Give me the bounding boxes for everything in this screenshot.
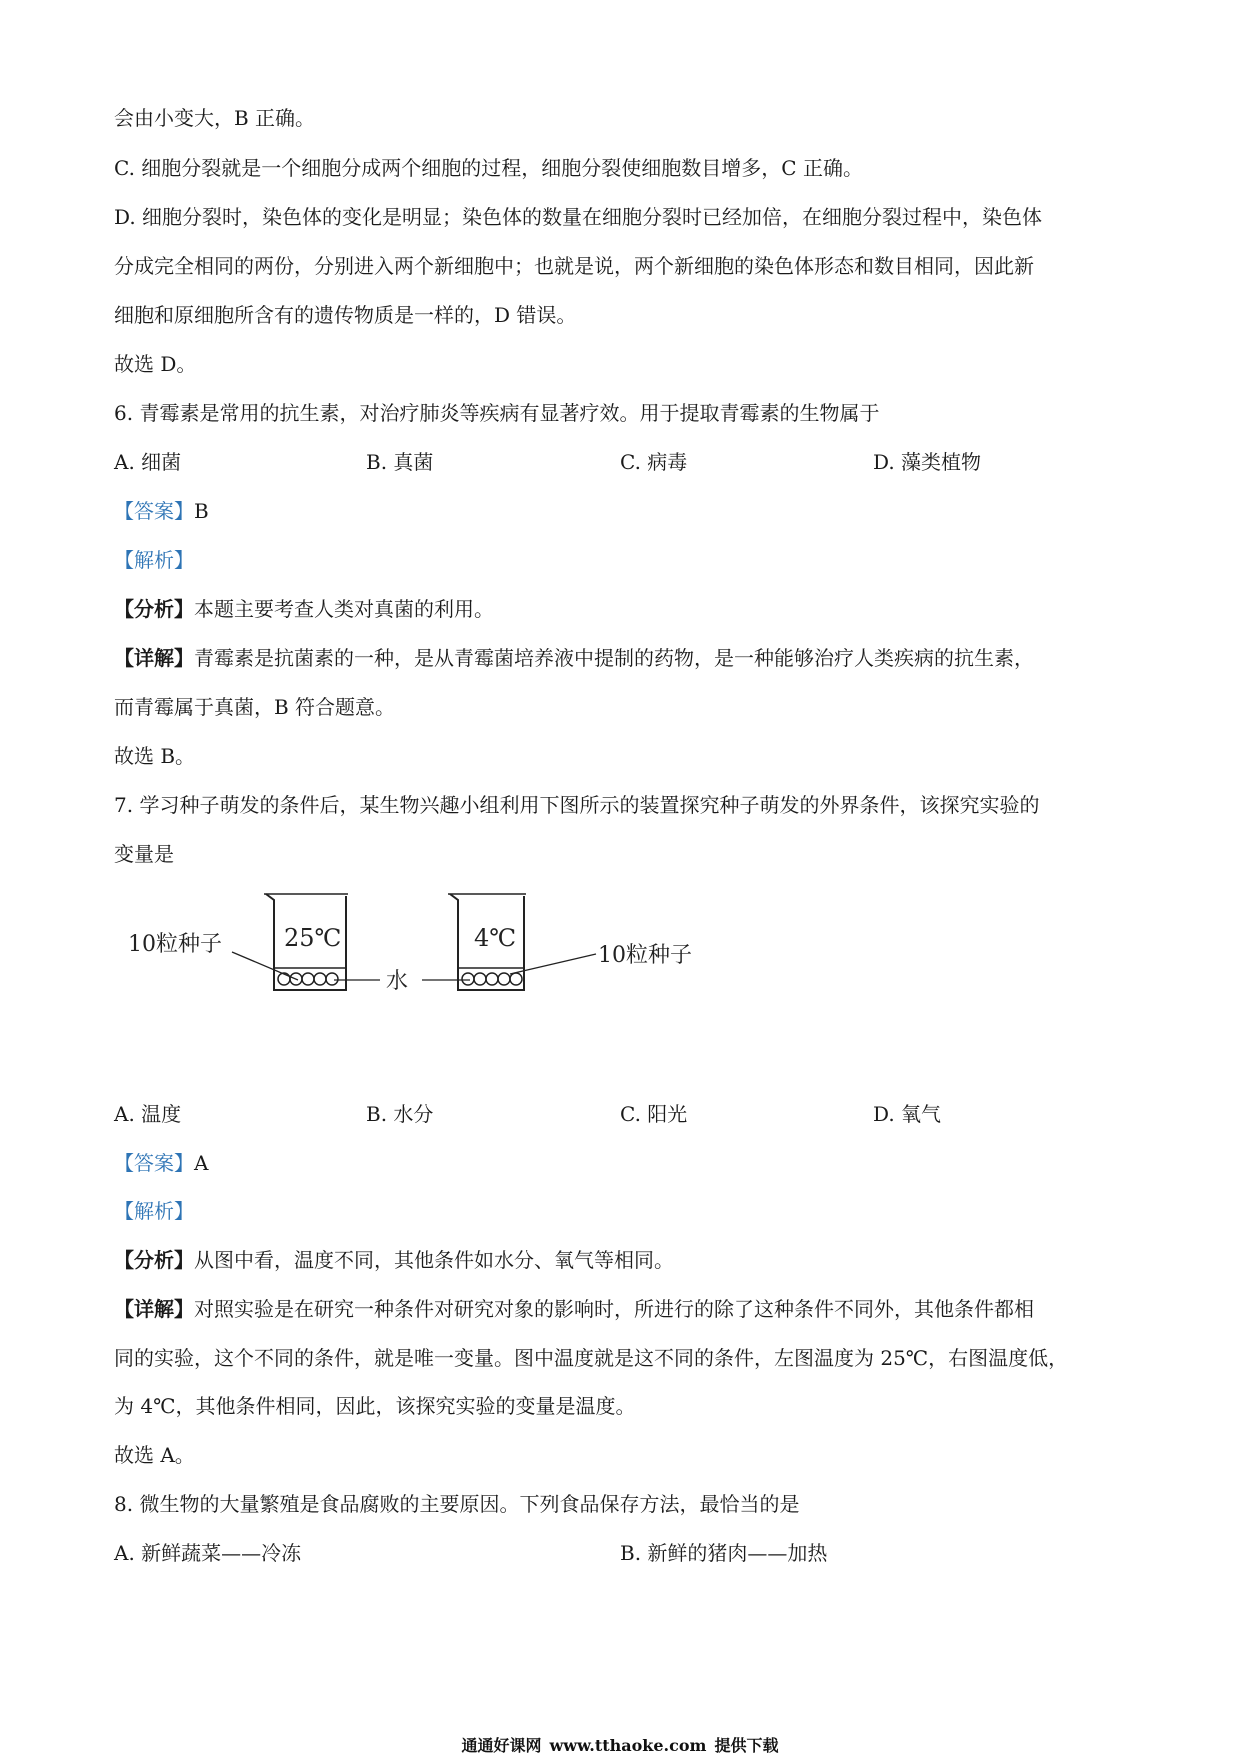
footer-url[interactable]: www.tthaoke.com — [549, 1736, 707, 1755]
q7-xiangjie-cont: 为 4℃，其他条件相同，因此，该探究实验的变量是温度。 — [114, 1394, 636, 1418]
answer-value: B — [194, 499, 209, 523]
xiangjie-tag: 【详解】 — [114, 646, 194, 670]
analysis-tag: 【解析】 — [114, 1199, 194, 1223]
right-beaker — [448, 894, 526, 990]
q7-choice: 故选 A。 — [114, 1443, 195, 1467]
q7-xiangjie — [114, 1299, 1034, 1319]
q7-answer — [114, 1153, 208, 1173]
right-seeds-leader — [510, 954, 596, 974]
q6-option-d: D. 藻类植物 — [873, 450, 982, 474]
xiangjie-text: 青霉素是抗菌素的一种，是从青霉菌培养液中提制的药物，是一种能够治疗人类疾病的抗生素， — [194, 646, 1034, 670]
footer-suffix: 提供下载 — [714, 1736, 779, 1755]
q7-analysis-tag — [114, 1201, 194, 1221]
right-seeds-label: 10粒种子 — [598, 943, 692, 968]
left-temperature: 25℃ — [284, 924, 342, 952]
q8-option-a: A. 新鲜蔬菜——冷冻 — [114, 1541, 302, 1565]
left-seeds-leader — [232, 952, 298, 980]
q7-xiangjie-cont: 同的实验，这个不同的条件，就是唯一变量。图中温度就是这不同的条件，左图温度为 25℃，右图温度低， — [114, 1346, 1069, 1370]
analysis-tag: 【解析】 — [114, 548, 194, 572]
q7-option-a: A. 温度 — [114, 1102, 182, 1126]
q6-fenxi — [114, 599, 494, 619]
xiangjie-tag: 【详解】 — [114, 1297, 194, 1321]
q7-fenxi — [114, 1250, 674, 1270]
text-line: 会由小变大，B 正确。 — [114, 106, 316, 130]
q6-option-a: A. 细菌 — [114, 450, 182, 474]
fenxi-tag: 【分析】 — [114, 597, 194, 621]
text-line: C. 细胞分裂就是一个细胞分成两个细胞的过程，细胞分裂使细胞数目增多，C 正确。 — [114, 156, 863, 180]
text-line: 细胞和原细胞所含有的遗传物质是一样的，D 错误。 — [114, 303, 577, 327]
q7-option-c: C. 阳光 — [620, 1102, 688, 1126]
answer-tag: 【答案】 — [114, 499, 194, 523]
question-7-stem: 7. 学习种子萌发的条件后，某生物兴趣小组利用下图所示的装置探究种子萌发的外界条件，该探究实验的 — [114, 793, 1040, 817]
fenxi-text: 从图中看，温度不同，其他条件如水分、氧气等相同。 — [194, 1248, 674, 1272]
footer-site-name: 通通好课网 — [461, 1736, 542, 1755]
question-7-stem-cont: 变量是 — [114, 842, 174, 866]
q6-option-b: B. 真菌 — [366, 450, 434, 474]
left-seeds-label: 10粒种子 — [128, 932, 222, 957]
question-8-stem: 8. 微生物的大量繁殖是食品腐败的主要原因。下列食品保存方法，最恰当的是 — [114, 1492, 800, 1516]
q6-analysis-tag — [114, 550, 194, 570]
text-line: 分成完全相同的两份，分别进入两个新细胞中；也就是说，两个新细胞的染色体形态和数目相同，因此新 — [114, 254, 1034, 278]
right-temperature: 4℃ — [474, 924, 517, 952]
question-6-stem: 6. 青霉素是常用的抗生素，对治疗肺炎等疾病有显著疗效。用于提取青霉素的生物属于 — [114, 401, 880, 425]
fenxi-tag: 【分析】 — [114, 1248, 194, 1272]
page-footer — [0, 1733, 1240, 1756]
fenxi-text: 本题主要考查人类对真菌的利用。 — [194, 597, 494, 621]
left-beaker — [264, 894, 348, 990]
q6-answer — [114, 501, 209, 521]
answer-value: A — [194, 1151, 209, 1175]
right-seeds — [462, 973, 522, 985]
q7-option-d: D. 氧气 — [873, 1102, 942, 1126]
water-label: 水 — [386, 969, 409, 994]
q8-option-b: B. 新鲜的猪肉——加热 — [620, 1541, 828, 1565]
text-line: D. 细胞分裂时，染色体的变化是明显；染色体的数量在细胞分裂时已经加倍，在细胞分裂过程中，染色体 — [114, 205, 1043, 229]
seed-germination-figure — [128, 888, 748, 1008]
text-line: 故选 D。 — [114, 352, 197, 376]
q7-option-b: B. 水分 — [366, 1102, 434, 1126]
q6-choice: 故选 B。 — [114, 744, 196, 768]
xiangjie-text: 对照实验是在研究一种条件对研究对象的影响时，所进行的除了这种条件不同外，其他条件都相 — [194, 1297, 1034, 1321]
q6-xiangjie-cont: 而青霉属于真菌，B 符合题意。 — [114, 695, 396, 719]
q6-option-c: C. 病毒 — [620, 450, 688, 474]
answer-tag: 【答案】 — [114, 1151, 194, 1175]
q6-xiangjie — [114, 648, 1034, 668]
